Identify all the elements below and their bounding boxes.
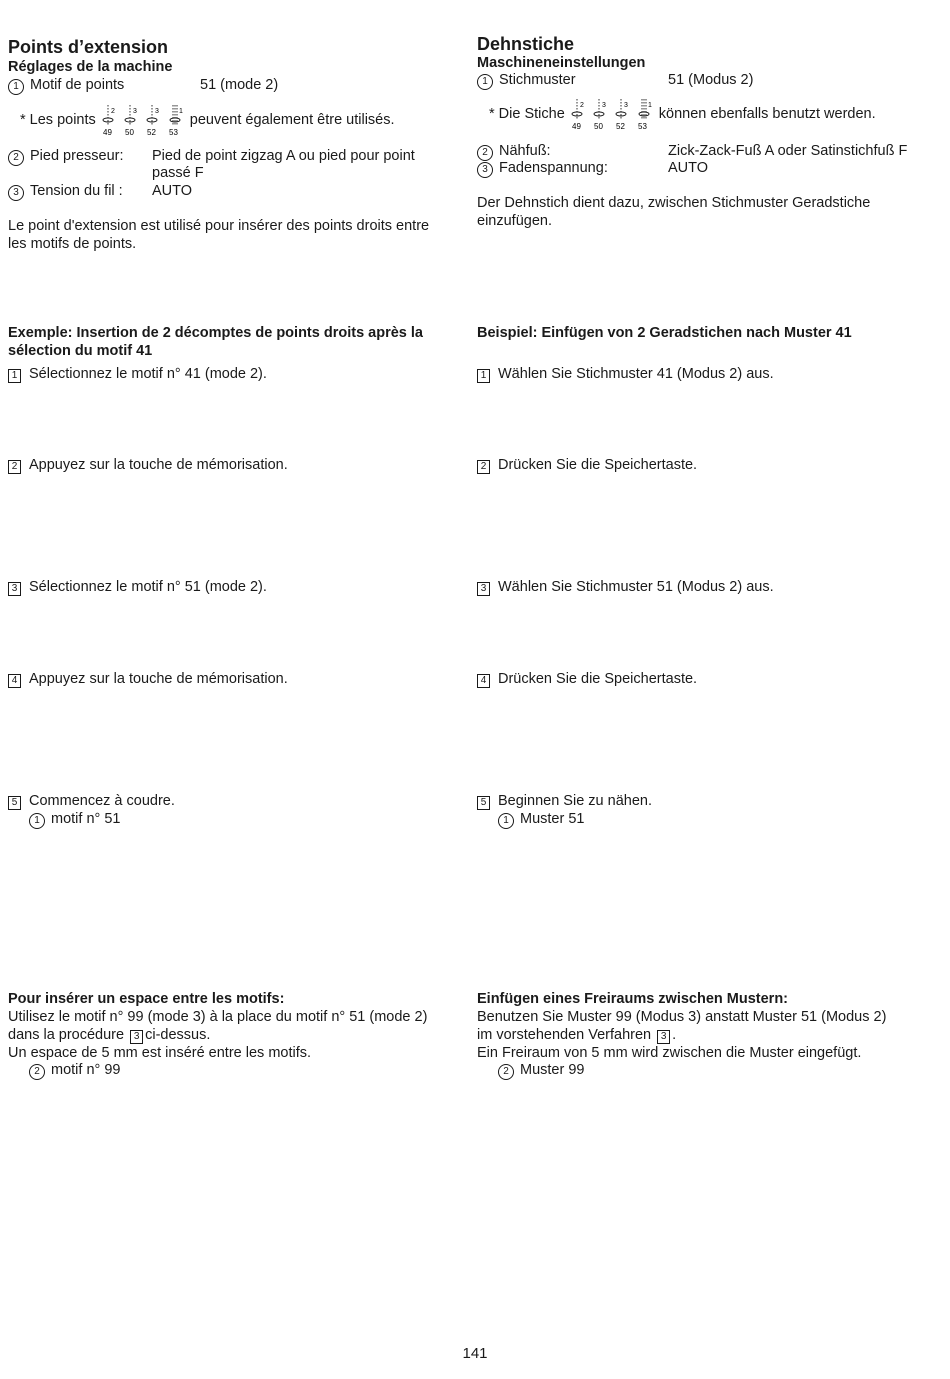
step-text: Sélectionnez le motif n° 41 (mode 2). xyxy=(29,366,267,382)
setting-label: Fadenspannung: xyxy=(499,160,608,176)
step-number-box: 1 xyxy=(477,369,490,383)
intro-line-2: les motifs de points. xyxy=(8,236,137,252)
stitch-icon-49 xyxy=(103,105,115,137)
step-text: Drücken Sie die Speichertaste. xyxy=(498,457,698,473)
german-column xyxy=(477,0,932,1379)
stitch-superscript: 3 xyxy=(132,108,137,115)
step-text: Appuyez sur la touche de mémorisation. xyxy=(29,457,288,473)
alt-stitches-note xyxy=(20,103,395,139)
stitch-superscript: 2 xyxy=(110,108,115,115)
step-5-sub xyxy=(29,811,120,829)
sub-text: Muster 51 xyxy=(520,811,585,827)
setting-value-line1: Pied de point zigzag A ou pied pour point xyxy=(152,148,415,164)
setting-presser-foot xyxy=(8,148,463,184)
space-line-2: dans la procédure 3 ci-dessus. xyxy=(8,1027,211,1043)
page-number: 141 xyxy=(462,1345,488,1362)
space-line-1: Benutzen Sie Muster 99 (Modus 3) anstatt Muster 51 (Modus 2) xyxy=(477,1009,887,1025)
step-text: Wählen Sie Stichmuster 41 (Modus 2) aus. xyxy=(498,366,774,382)
setting-label: Stichmuster xyxy=(499,72,576,88)
step-number-box: 5 xyxy=(477,796,490,810)
setting-thread-tension xyxy=(477,160,937,178)
step-number-box: 2 xyxy=(477,460,490,474)
step-text: Commencez à coudre. xyxy=(29,793,175,809)
step-2 xyxy=(477,457,697,475)
circled-number-3: 3 xyxy=(8,185,24,201)
settings-title: Réglages de la machine xyxy=(8,59,173,75)
setting-value: 51 (Modus 2) xyxy=(668,72,754,88)
step-text: Beginnen Sie zu nähen. xyxy=(498,793,652,809)
stitch-number: 49 xyxy=(571,122,581,131)
step-number-box: 4 xyxy=(8,674,21,688)
setting-value: Zick-Zack-Fuß A oder Satinstichfuß F xyxy=(668,143,908,159)
space-sub xyxy=(29,1062,120,1080)
stitch-number: 49 xyxy=(102,128,112,137)
stitch-icon-50 xyxy=(594,99,606,131)
stitch-icon-53 xyxy=(169,105,183,137)
stitch-icon-50 xyxy=(125,105,137,137)
step-3 xyxy=(477,579,774,597)
space-title: Einfügen eines Freiraums zwischen Mustern: xyxy=(477,991,789,1007)
stitch-superscript: 1 xyxy=(647,102,652,109)
stitch-number: 52 xyxy=(146,128,156,137)
step-number-box: 2 xyxy=(8,460,21,474)
example-title-line-1: Exemple: Insertion de 2 décomptes de points droits après la xyxy=(8,325,423,341)
sub-text: motif n° 51 xyxy=(51,811,121,827)
settings-title: Maschineneinstellungen xyxy=(477,55,646,71)
intro-line-2: einzufügen. xyxy=(477,213,552,229)
circled-number-1: 1 xyxy=(477,74,493,90)
stitch-icon-52 xyxy=(616,99,628,131)
step-text: Sélectionnez le motif n° 51 (mode 2). xyxy=(29,579,267,595)
example-title-line-2: sélection du motif 41 xyxy=(8,343,153,359)
step-3 xyxy=(8,579,267,597)
step-number-box: 5 xyxy=(8,796,21,810)
stitch-icon-52 xyxy=(147,105,159,137)
note-text-pre: * Les points xyxy=(20,112,96,129)
note-text-post: können ebenfalls benutzt werden. xyxy=(658,106,876,123)
stitch-number: 50 xyxy=(124,128,134,137)
stitch-superscript: 3 xyxy=(154,108,159,115)
step-5 xyxy=(8,793,175,811)
step-number-box: 3 xyxy=(8,582,21,596)
setting-label: Nähfuß: xyxy=(499,143,551,159)
setting-value: 51 (mode 2) xyxy=(200,77,279,93)
note-text-pre: * Die Stiche xyxy=(489,106,565,123)
setting-label: Tension du fil : xyxy=(30,183,123,199)
example-title: Beispiel: Einfügen von 2 Geradstichen nach Muster 41 xyxy=(477,325,852,341)
step-ref-box: 3 xyxy=(657,1030,670,1044)
setting-stitch-pattern xyxy=(8,77,463,95)
section-title: Dehnstiche xyxy=(477,34,575,54)
stitch-icons xyxy=(102,103,184,139)
stitch-superscript: 1 xyxy=(178,108,183,115)
circled-number-2: 2 xyxy=(29,1064,45,1080)
space-line-1: Utilisez le motif n° 99 (mode 3) à la place du motif n° 51 (mode 2) xyxy=(8,1009,428,1025)
setting-label: Pied presseur: xyxy=(30,148,124,164)
french-column xyxy=(8,0,463,1379)
setting-presser-foot xyxy=(477,143,937,161)
setting-value-line2: passé F xyxy=(152,165,204,181)
section-title: Points d’extension xyxy=(8,37,169,57)
circled-number-1: 1 xyxy=(8,79,24,95)
step-number-box: 1 xyxy=(8,369,21,383)
sub-text: motif n° 99 xyxy=(51,1062,121,1078)
step-4 xyxy=(8,671,288,689)
step-4 xyxy=(477,671,697,689)
stitch-superscript: 3 xyxy=(623,102,628,109)
note-text-post: peuvent également être utilisés. xyxy=(189,112,395,129)
setting-stitch-pattern xyxy=(477,72,937,90)
space-sub xyxy=(498,1062,584,1080)
stitch-number: 53 xyxy=(637,122,647,131)
circled-number-1: 1 xyxy=(498,813,514,829)
setting-value: AUTO xyxy=(152,183,193,199)
alt-stitches-note xyxy=(489,97,876,133)
stitch-superscript: 3 xyxy=(601,102,606,109)
setting-value: AUTO xyxy=(668,160,709,176)
stitch-superscript: 2 xyxy=(579,102,584,109)
step-text: Appuyez sur la touche de mémorisation. xyxy=(29,671,288,687)
stitch-number: 52 xyxy=(615,122,625,131)
intro-line-1: Le point d'extension est utilisé pour insérer des points droits entre xyxy=(8,218,430,234)
step-2 xyxy=(8,457,288,475)
circled-number-3: 3 xyxy=(477,162,493,178)
space-line-3: Un espace de 5 mm est inséré entre les motifs. xyxy=(8,1045,312,1061)
stitch-icons xyxy=(571,97,653,133)
step-1 xyxy=(8,366,267,384)
stitch-icon-49 xyxy=(572,99,584,131)
setting-thread-tension xyxy=(8,183,463,201)
sub-text: Muster 99 xyxy=(520,1062,585,1078)
step-text: Wählen Sie Stichmuster 51 (Modus 2) aus. xyxy=(498,579,774,595)
stitch-icon-53 xyxy=(638,99,652,131)
step-5-sub xyxy=(498,811,584,829)
step-text: Drücken Sie die Speichertaste. xyxy=(498,671,698,687)
stitch-number: 50 xyxy=(593,122,603,131)
setting-label: Motif de points xyxy=(30,77,125,93)
stitch-number: 53 xyxy=(168,128,178,137)
space-line-3: Ein Freiraum von 5 mm wird zwischen die Muster eingefügt. xyxy=(477,1045,862,1061)
intro-line-1: Der Dehnstich dient dazu, zwischen Stichmuster Geradstiche xyxy=(477,195,871,211)
step-number-box: 4 xyxy=(477,674,490,688)
step-5 xyxy=(477,793,652,811)
step-ref-box: 3 xyxy=(130,1030,143,1044)
circled-number-2: 2 xyxy=(477,145,493,161)
circled-number-2: 2 xyxy=(8,150,24,166)
circled-number-1: 1 xyxy=(29,813,45,829)
space-line-2: im vorstehenden Verfahren 3 . xyxy=(477,1027,677,1043)
space-title: Pour insérer un espace entre les motifs: xyxy=(8,991,285,1007)
circled-number-2: 2 xyxy=(498,1064,514,1080)
step-number-box: 3 xyxy=(477,582,490,596)
step-1 xyxy=(477,366,774,384)
